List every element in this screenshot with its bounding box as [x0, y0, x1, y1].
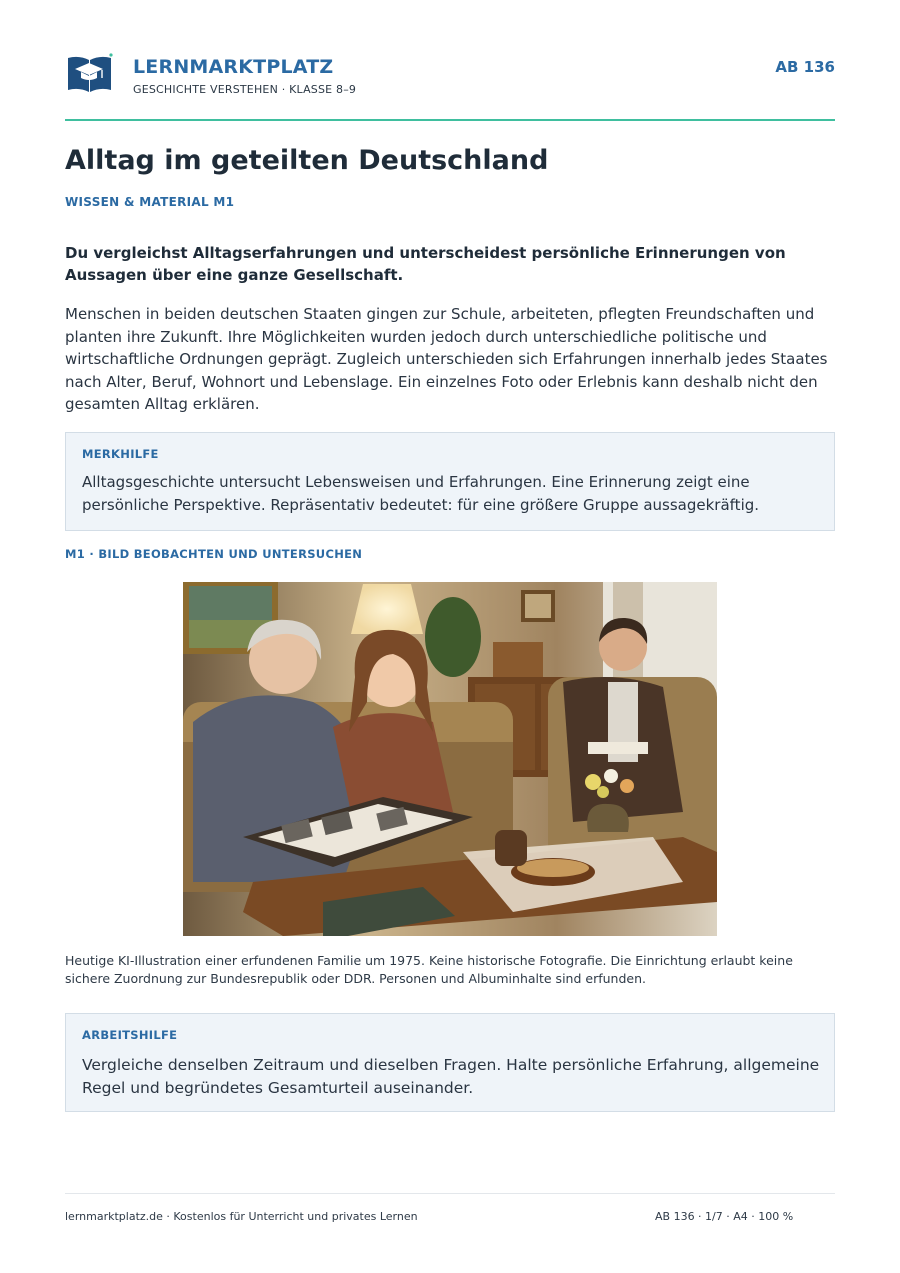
- footer-page-info: AB 136 · 1/7 · A4 · 100 %: [655, 1210, 794, 1223]
- section-kicker: WISSEN & MATERIAL M1: [65, 195, 235, 209]
- merkhilfe-label: MERKHILFE: [82, 447, 159, 461]
- graduation-cap-book-icon: [65, 52, 115, 94]
- merkhilfe-box: [65, 432, 835, 531]
- brand-name: LERNMARKTPLATZ: [133, 56, 334, 78]
- header-divider: [65, 119, 835, 121]
- page-title: Alltag im geteilten Deutschland: [65, 145, 549, 176]
- merkhilfe-text: Alltagsgeschichte untersucht Lebensweisen und Erfahrungen. Eine Erinnerung zeigt eine persönliche Perspektive. Repräsentativ bedeutet: für eine größere Gruppe aussagekräftig.: [82, 473, 760, 514]
- footer-site-info: lernmarktplatz.de · Kostenlos für Unterricht und privates Lernen: [65, 1210, 418, 1223]
- worksheet-code: AB 136: [775, 58, 835, 76]
- illustration-caption: Heutige KI-Illustration einer erfundenen Familie um 1975. Keine historische Fotografie. Die Einrichtung erlaubt keine sichere Zuordnung zur Bundesrepublik oder DDR. Personen und Albuminhalte sind erfunden.: [65, 953, 793, 986]
- page-header: [65, 52, 835, 102]
- lead-paragraph: Du vergleichst Alltagserfahrungen und unterscheidest persönliche Erinnerungen von Aussagen über eine ganze Gesellschaft.: [65, 244, 786, 284]
- family-illustration: [183, 582, 717, 936]
- arbeitshilfe-label: ARBEITSHILFE: [82, 1028, 178, 1042]
- body-paragraph: Menschen in beiden deutschen Staaten gingen zur Schule, arbeiteten, pflegten Freundschaften und planten ihre Zukunft. Ihre Möglichkeiten wurden jedoch durch unterschiedliche politische und wirtschaftliche Ordnungen geprägt. Zugleich unterschieden sich Erfahrungen innerhalb jedes Staates nach Alter, Beruf, Wohnort und Lebenslage. Ein einzelnes Foto oder Erlebnis kann deshalb nicht den gesamten Alltag erklären.: [65, 305, 828, 414]
- footer-divider: [65, 1193, 835, 1194]
- arbeitshilfe-text: Vergleiche denselben Zeitraum und dieselben Fragen. Halte persönliche Erfahrung, allgemeine Regel und begründetes Gesamturteil auseinander.: [82, 1056, 820, 1097]
- material-label: M1 · BILD BEOBACHTEN UND UNTERSUCHEN: [65, 547, 363, 561]
- arbeitshilfe-box: [65, 1013, 835, 1112]
- brand-subtitle: GESCHICHTE VERSTEHEN · KLASSE 8–9: [133, 83, 357, 96]
